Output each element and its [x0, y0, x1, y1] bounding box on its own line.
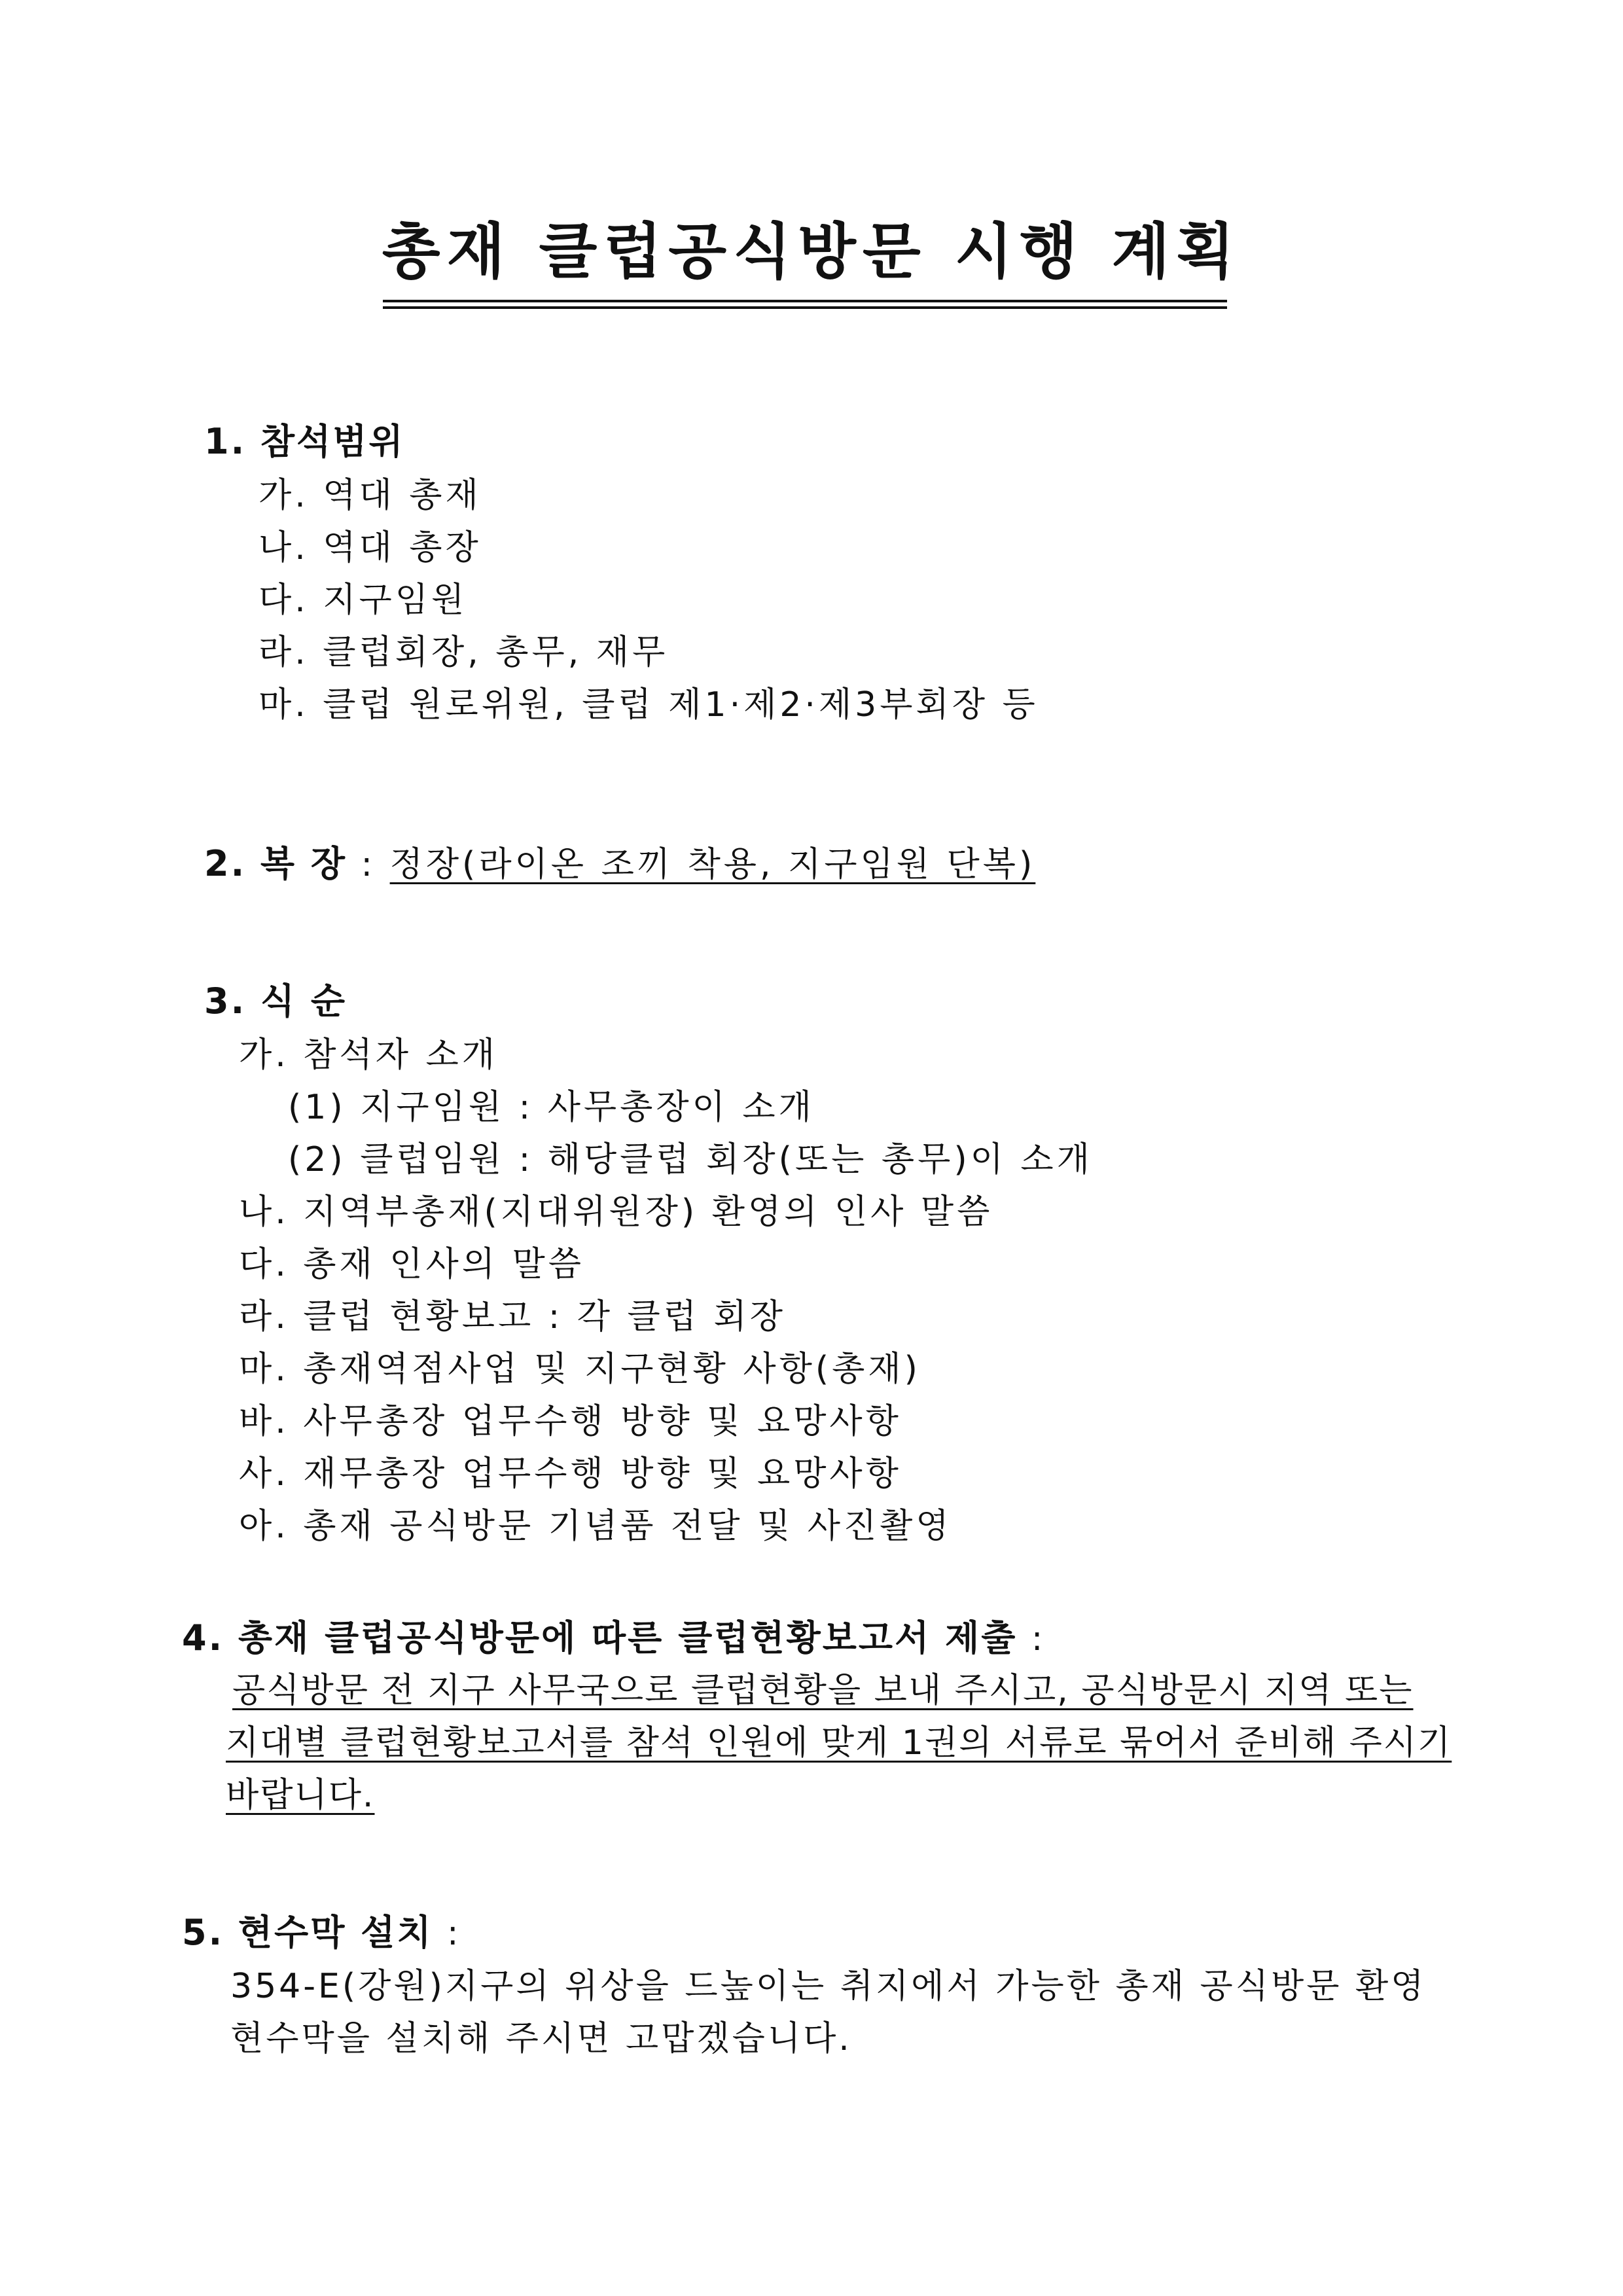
section-5-separator: : — [433, 1914, 462, 1953]
section-4-line-1: 공식방문 전 지구 사무국으로 클럽현황을 보내 주시고, 공식방문시 지역 또는 — [232, 1671, 1414, 1710]
section-2-row — [204, 841, 1035, 888]
section-5-line-1: 354-E(강원)지구의 위상을 드높이는 취지에서 가능한 총재 공식방문 환영 — [230, 1967, 1427, 2006]
section-4-line-3: 바랍니다. — [226, 1776, 375, 1815]
section-2-value: 정장(라이온 조끼 착용, 지구임원 단복) — [389, 845, 1036, 884]
section-2-separator: : — [347, 845, 390, 884]
section-1-item-1: 가. 역대 총재 — [259, 476, 482, 515]
section-4-line-2: 지대별 클럽현황보고서를 참석 인원에 맞게 1권의 서류로 묶어서 준비해 주시기 — [226, 1723, 1452, 1763]
section-3-item-3: 다. 총재 인사의 말씀 — [239, 1245, 584, 1284]
section-3-item-6: 바. 사무총장 업무수행 방향 및 요망사항 — [239, 1402, 902, 1441]
section-5-row — [182, 1910, 462, 1956]
document-title: 총재 클럽공식방문 시행 계획 — [382, 217, 1241, 287]
title-underline-bottom — [383, 306, 1227, 309]
section-3-item-4: 라. 클럽 현황보고 : 각 클럽 회장 — [239, 1297, 787, 1336]
section-3-heading: 3. 식 순 — [204, 980, 348, 1022]
section-3-item-5: 마. 총재역점사업 및 지구현황 사항(총재) — [239, 1350, 921, 1389]
section-1-item-2: 나. 역대 총장 — [259, 528, 482, 567]
section-1-item-4: 라. 클럽회장, 총무, 재무 — [259, 633, 669, 672]
section-3-item-8: 아. 총재 공식방문 기념품 전달 및 사진촬영 — [239, 1507, 952, 1546]
section-5-heading: 5. 현수막 설치 — [182, 1912, 433, 1953]
section-3-subitem-2: (2) 클럽임원 : 해당클럽 회장(또는 총무)이 소개 — [288, 1140, 1093, 1179]
section-5-line-2: 현수막을 설치해 주시면 고맙겠습니다. — [230, 2019, 852, 2058]
section-1-item-5: 마. 클럽 원로위원, 클럽 제1·제2·제3부회장 등 — [259, 685, 1039, 725]
section-4-heading: 4. 총재 클럽공식방문에 따른 클럽현황보고서 제출 — [182, 1617, 1018, 1659]
section-3-item-7: 사. 재무총장 업무수행 방향 및 요망사항 — [239, 1454, 902, 1494]
title-underline-top — [383, 300, 1227, 302]
section-2-heading: 2. 복 장 — [204, 843, 348, 884]
section-3-item-2: 나. 지역부총재(지대위원장) 환영의 인사 말씀 — [239, 1193, 993, 1232]
section-4-separator: : — [1017, 1619, 1046, 1659]
section-4-row — [182, 1615, 1046, 1662]
section-1-item-3: 다. 지구임원 — [259, 581, 468, 620]
section-3-item-1: 가. 참석자 소개 — [239, 1035, 498, 1075]
section-1-heading: 1. 참석범위 — [204, 421, 405, 462]
section-3-subitem-1: (1) 지구임원 : 사무총장이 소개 — [288, 1088, 815, 1127]
